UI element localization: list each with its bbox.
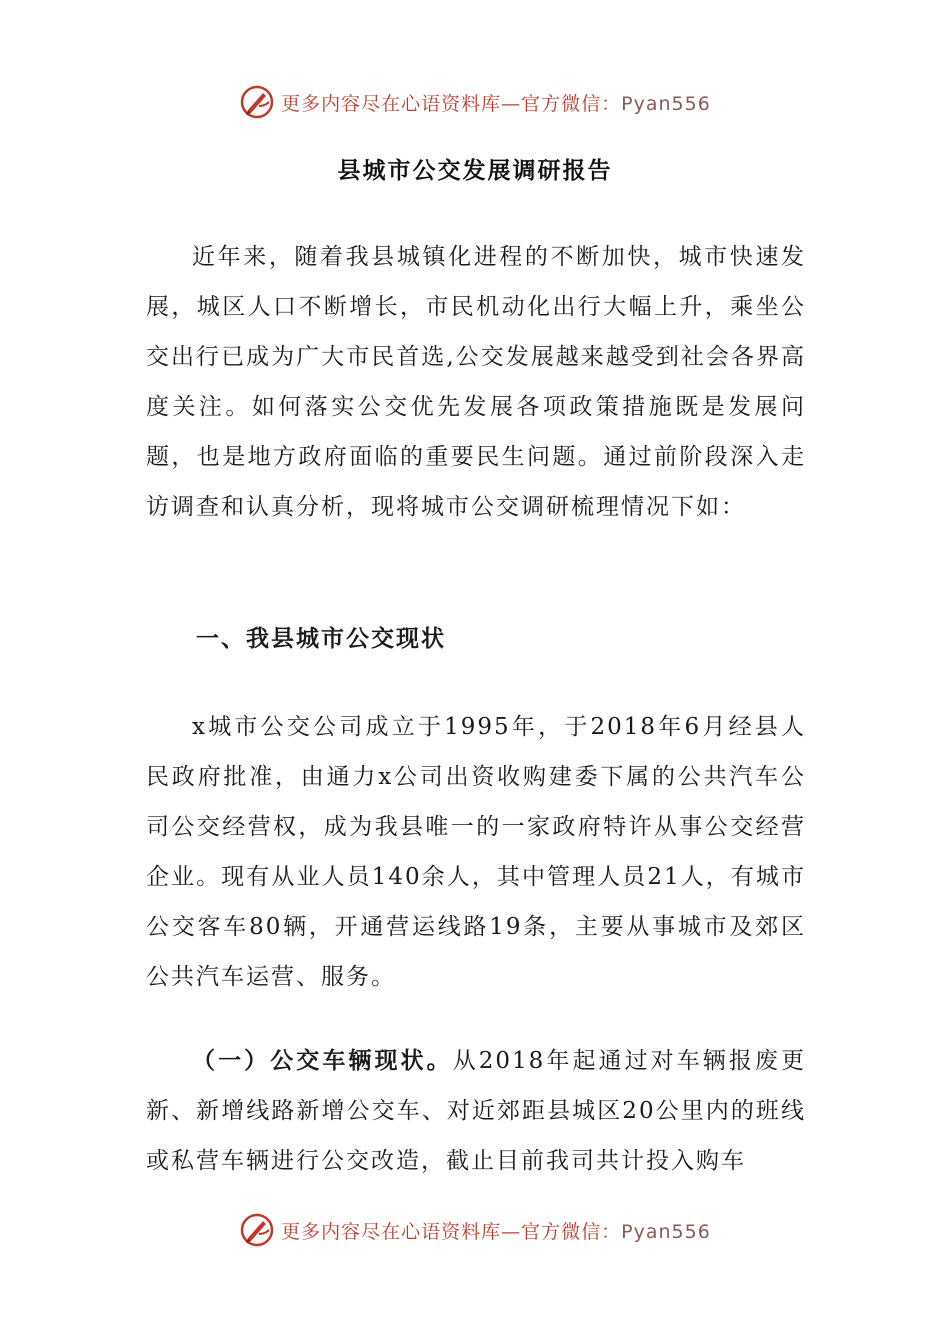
subsection-body: 从2018年起通过对车辆报废更新、新增线路新增公交车、对近郊距县城区20公里内的班线或私营车辆进行公交改造，截止目前我司共计投入购车 — [146, 1048, 806, 1174]
wechat-id: Pyan556 — [621, 1220, 711, 1243]
section-heading: 一、我县城市公交现状 — [196, 625, 446, 652]
wechat-id: Pyan556 — [621, 92, 711, 115]
header-banner — [0, 82, 950, 122]
banner-label: 更多内容尽在心语资料库—官方微信： — [281, 1220, 622, 1243]
pen-logo-icon — [239, 1212, 275, 1248]
footer-banner — [0, 1210, 950, 1250]
banner-label: 更多内容尽在心语资料库—官方微信： — [281, 92, 622, 115]
subsection-paragraph — [146, 1036, 806, 1186]
section-paragraph: x城市公交公司成立于1995年，于2018年6月经县人民政府批准，由通力x公司出资收购建委下属的公共汽车公司公交经营权，成为我县唯一的一家政府特许从事公交经营企业。现有从业人员140余人，其中管理人员21人，有城市公交客车80辆，开通营运线路19条，主要从事城市及郊区公共汽车运营、服务。 — [146, 714, 806, 990]
subsection-heading: （一）公交车辆现状。 — [192, 1047, 453, 1074]
banner-text — [281, 89, 711, 116]
document-title: 县城市公交发展调研报告 — [337, 157, 613, 184]
banner-text — [281, 1217, 711, 1244]
intro-paragraph: 近年来，随着我县城镇化进程的不断加快，城市快速发展，城区人口不断增长，市民机动化出行大幅上升，乘坐公交出行已成为广大市民首选,公交发展越来越受到社会各界高度关注。如何落实公交优先发展各项政策措施既是发展问题，也是地方政府面临的重要民生问题。通过前阶段深入走访调查和认真分析，现将城市公交调研梳理情况下如： — [146, 244, 806, 520]
pen-logo-icon — [239, 84, 275, 120]
